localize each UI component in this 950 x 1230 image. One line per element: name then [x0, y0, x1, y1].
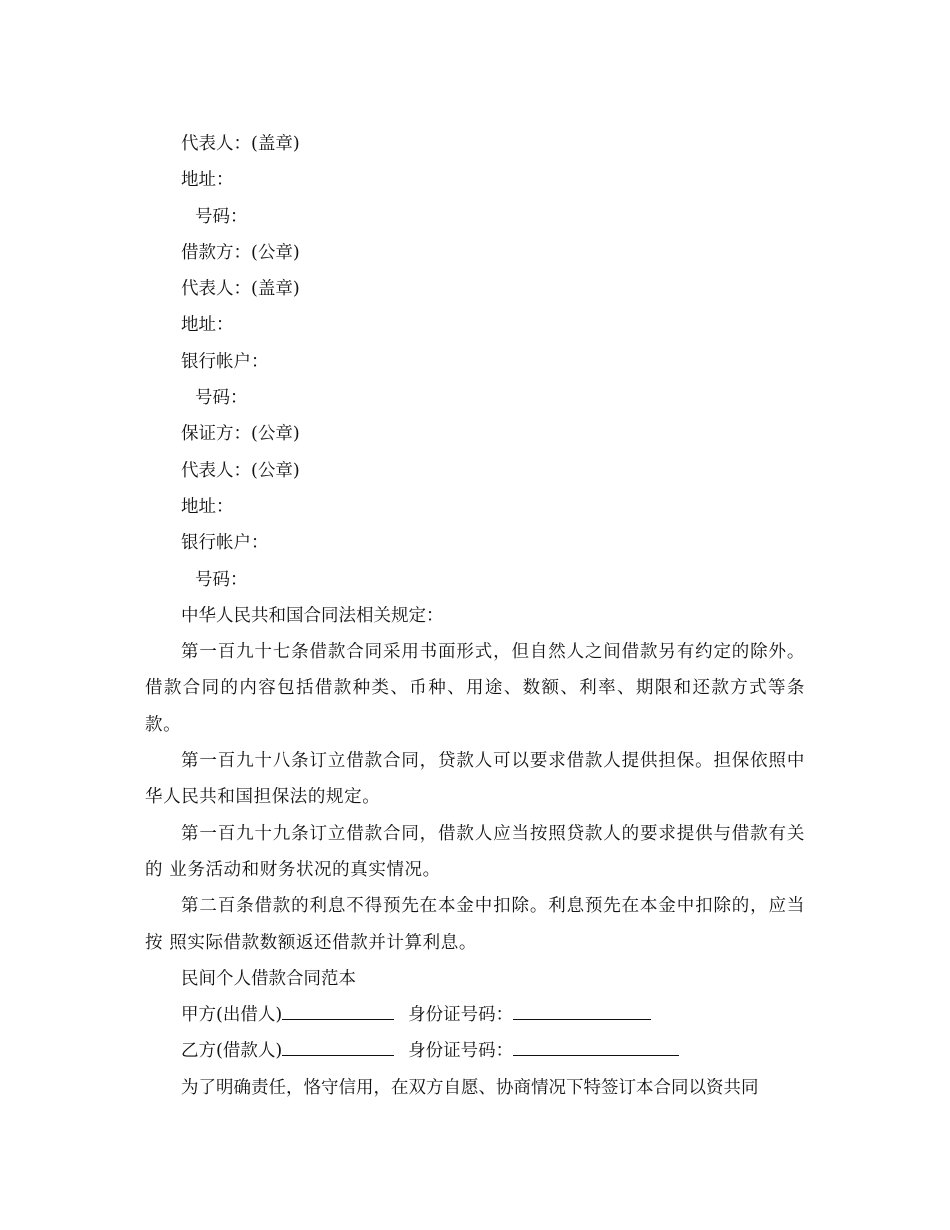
lender-number: 号码： [195, 206, 248, 227]
lender-representative: 代表人：(盖章) [181, 134, 300, 154]
party-a-line [145, 997, 805, 1033]
article-197: 第一百九十七条借款合同采用书面形式，但自然人之间借款另有约定的除外。 借款合同的内容包括借款种类、币种、用途、数额、利率、期限和还款方式等条 款。 [145, 642, 805, 735]
party-b-name-field[interactable] [282, 1035, 394, 1056]
borrower-party: 借款方：(公章) [181, 242, 300, 263]
party-b-id-label: 身份证号码： [408, 1041, 514, 1062]
article-198: 第一百九十八条订立借款合同，贷款人可以要求借款人提供担保。担保依照中 华人民共和国担保法的规定。 [145, 751, 805, 808]
guarantor-number: 号码： [195, 569, 248, 590]
law-heading: 中华人民共和国合同法相关规定： [181, 605, 444, 626]
article-199: 第一百九十九条订立借款合同，借款人应当按照贷款人的要求提供与借款有关的 业务活动和财务状况的真实情况。 [145, 823, 805, 880]
guarantor-representative: 代表人：(公章) [181, 460, 300, 481]
party-a-id-field[interactable] [513, 999, 651, 1020]
template-title: 民间个人借款合同范本 [181, 968, 356, 989]
borrower-representative: 代表人：(盖章) [181, 279, 300, 300]
guarantor-party: 保证方：(公章) [181, 424, 300, 445]
party-b-line [145, 1033, 805, 1069]
borrower-bank-account: 银行帐户： [181, 351, 269, 372]
document-body [145, 126, 805, 1106]
borrower-number: 号码： [195, 388, 248, 409]
borrower-address: 地址： [181, 315, 234, 336]
party-a-label: 甲方(出借人) [181, 1005, 283, 1026]
guarantor-address: 地址： [181, 496, 234, 517]
article-200: 第二百条借款的利息不得预先在本金中扣除。利息预先在本金中扣除的，应当按 照实际借款数额返还借款并计算利息。 [145, 896, 805, 953]
closing-line: 为了明确责任，恪守信用，在双方自愿、协商情况下特签订本合同以资共同 [181, 1077, 759, 1098]
guarantor-bank-account: 银行帐户： [181, 533, 269, 554]
party-a-id-label: 身份证号码： [408, 1005, 514, 1026]
party-b-label: 乙方(借款人) [181, 1041, 283, 1062]
lender-address: 地址： [181, 170, 234, 191]
party-b-id-field[interactable] [513, 1035, 679, 1056]
party-a-name-field[interactable] [282, 999, 394, 1020]
